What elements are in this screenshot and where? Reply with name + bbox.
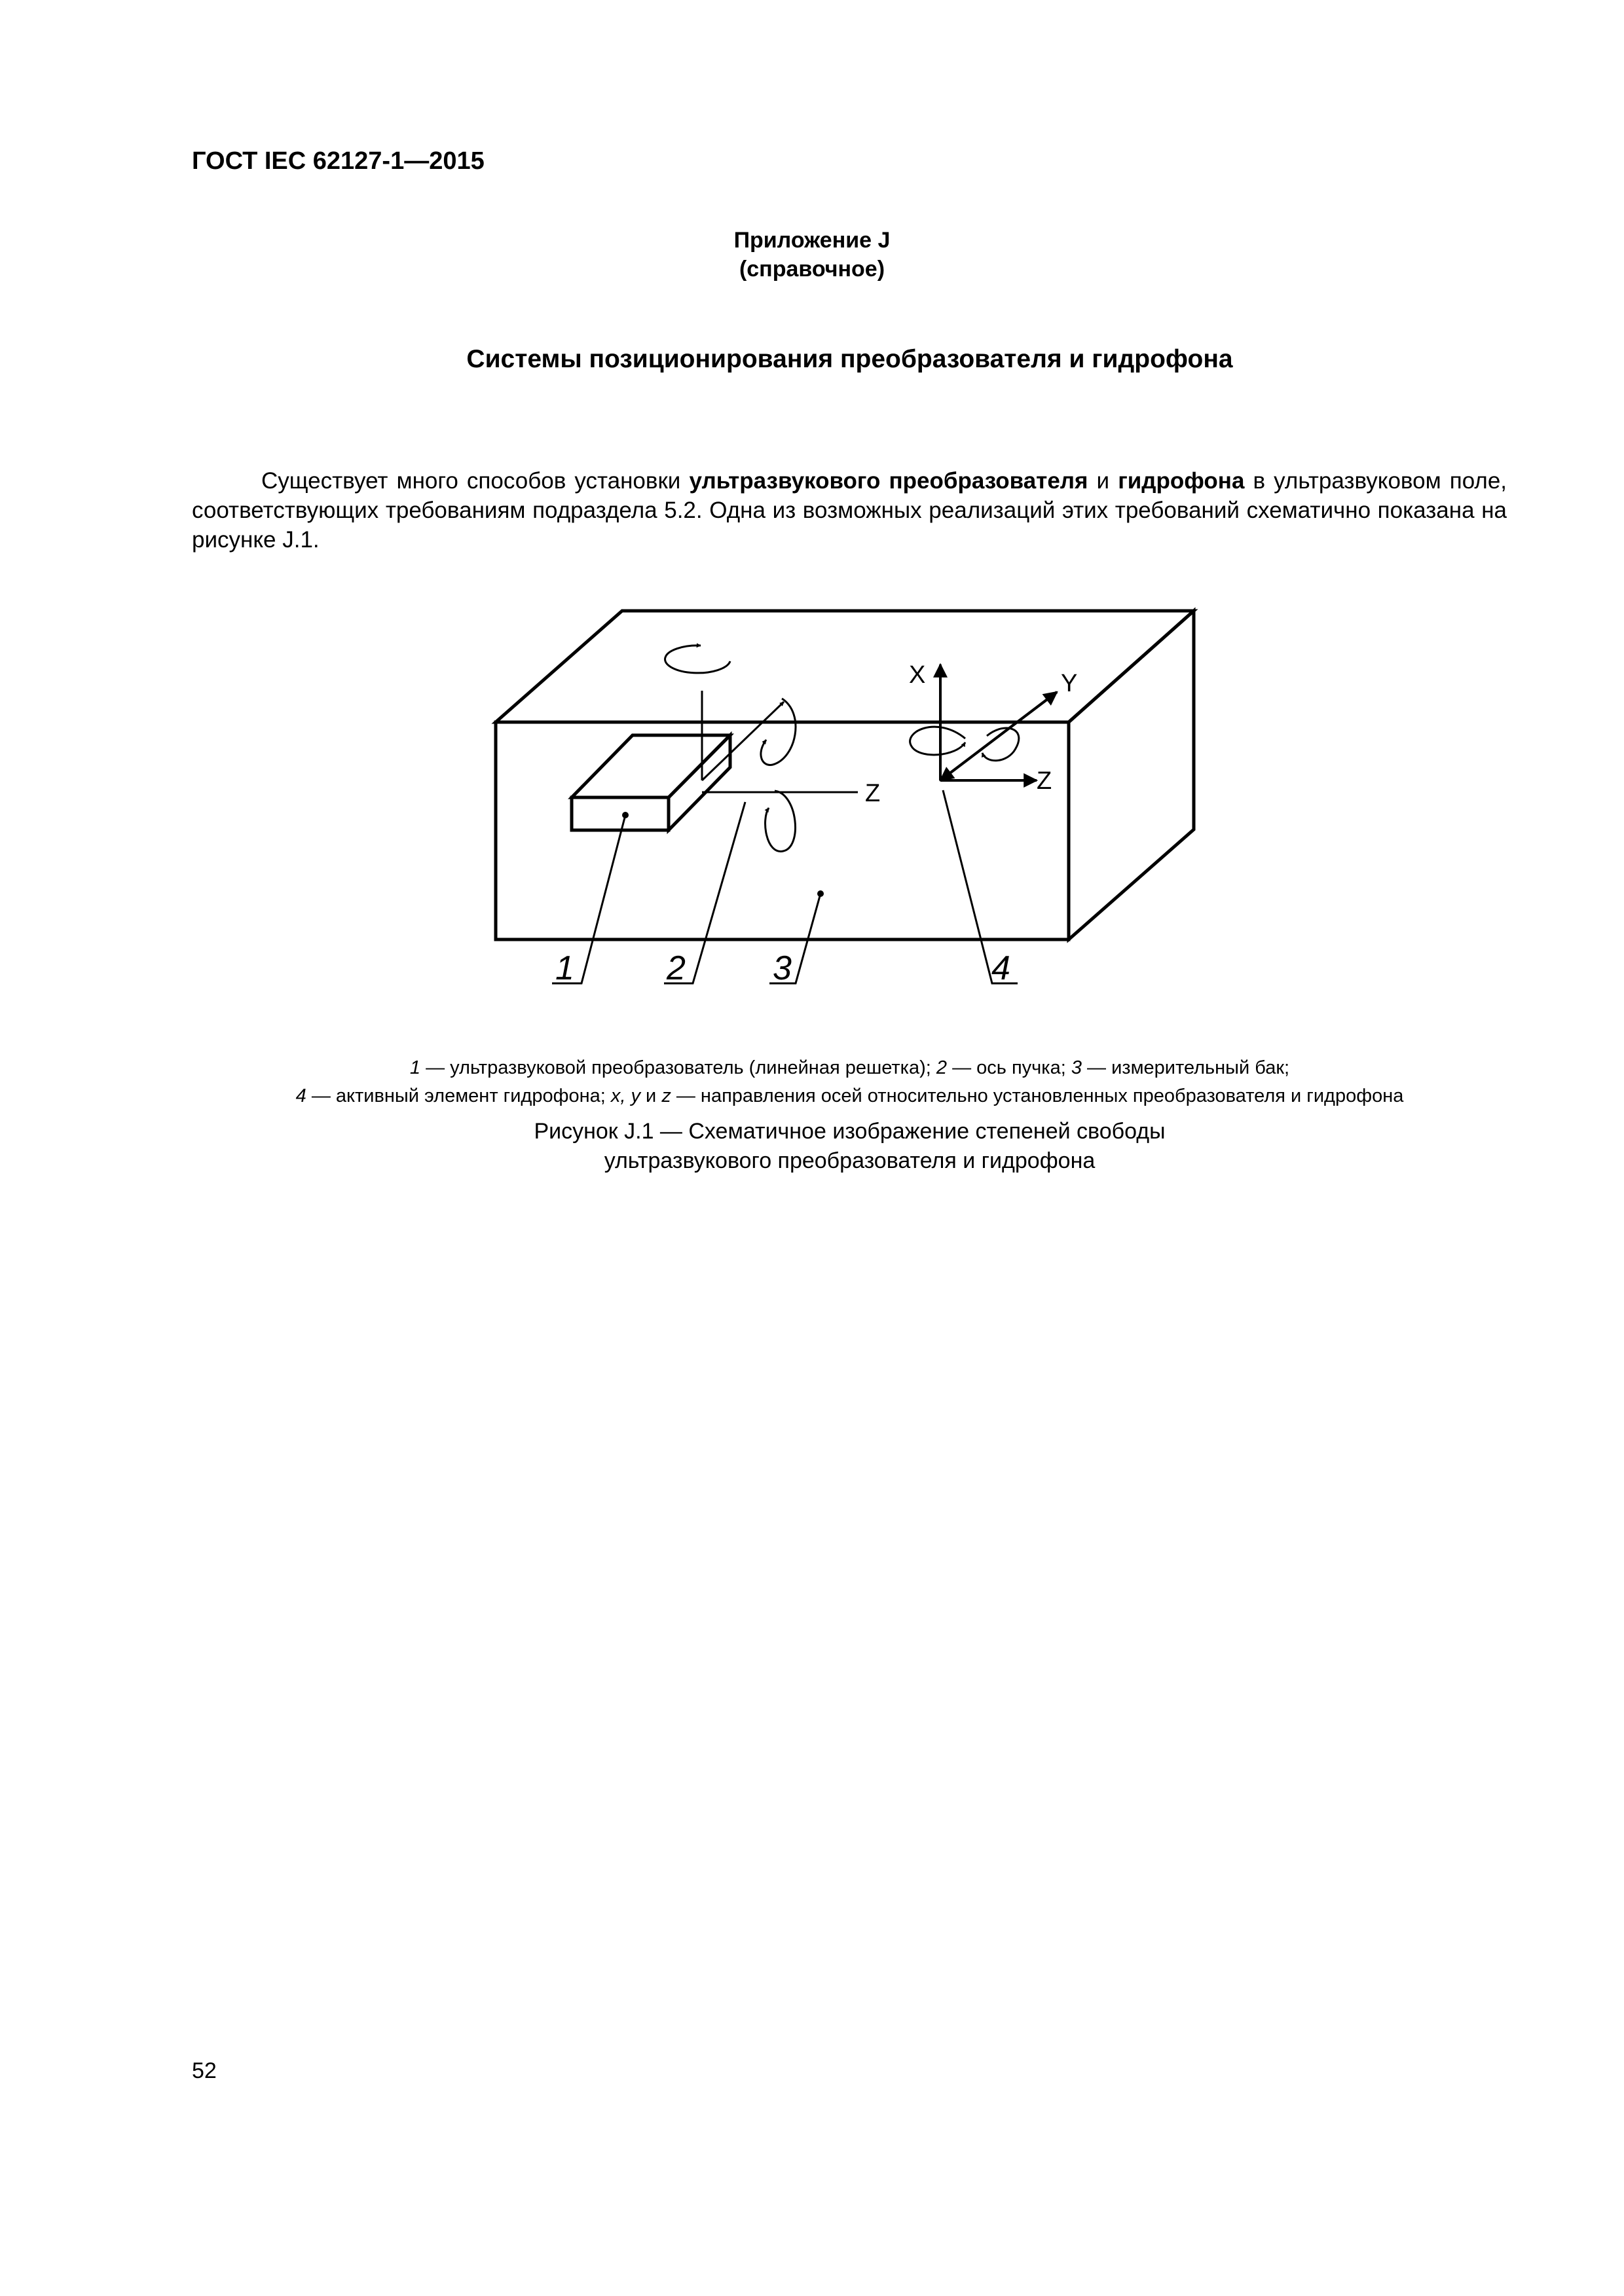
legend-line-2: 4 — активный элемент гидрофона; x, y и z — направления осей относительно установленных преобразователя и гидрофона [295, 1085, 1404, 1106]
callout-3: 3 [773, 949, 792, 987]
callout-4: 4 [991, 949, 1010, 987]
term-transducer: ультразвукового преобразователя [689, 468, 1088, 494]
tank-side-face [1069, 611, 1194, 939]
legend-line-1: 1 — ультразвуковой преобразователь (линейная решетка); 2 — ось пучка; 3 — измерительный бак; [409, 1057, 1290, 1078]
page-number: 52 [192, 2058, 217, 2083]
transducer-y-axis [702, 702, 784, 780]
figure-caption [0, 1117, 1624, 1176]
transducer-side [669, 735, 730, 830]
label-z: Z [1037, 767, 1052, 795]
figure-j1-diagram [0, 0, 1624, 1021]
section-title: Системы позиционирования преобразователя и гидрофона [466, 345, 1233, 373]
transducer-top [572, 735, 730, 797]
body-paragraph: Существует много способов установки ультразвукового преобразователя и гидрофона в ультразвуковом поле, соответствующих требованиям подраздела 5.2. Одна из возможных реализаций этих требований схематично показана на рисунке J.1. [192, 468, 1507, 553]
transducer-point [622, 812, 629, 818]
term-hydrophone: гидрофона [1118, 468, 1245, 494]
label-z-beam: Z [865, 780, 881, 807]
transducer-front [572, 797, 669, 830]
rotation-arrow-vertical [665, 646, 730, 673]
document-id: ГОСТ IEC 62127-1—2015 [192, 147, 485, 175]
figure-legend [0, 1054, 1624, 1110]
figure-caption-line-1: Рисунок J.1 — Схематичное изображение степеней свободы [534, 1119, 1166, 1144]
hydrophone-rotation-x [910, 727, 965, 755]
annex-kind: (справочное) [739, 257, 885, 282]
label-x: X [909, 661, 926, 689]
annex-title: Приложение J [733, 228, 891, 253]
figure-caption-line-2: ультразвукового преобразователя и гидрофона [604, 1148, 1096, 1173]
callout-2: 2 [667, 949, 686, 987]
rotation-arrow-z [766, 791, 796, 851]
tank-point [817, 890, 824, 897]
label-y: Y [1061, 670, 1078, 697]
callout-1: 1 [555, 949, 574, 987]
